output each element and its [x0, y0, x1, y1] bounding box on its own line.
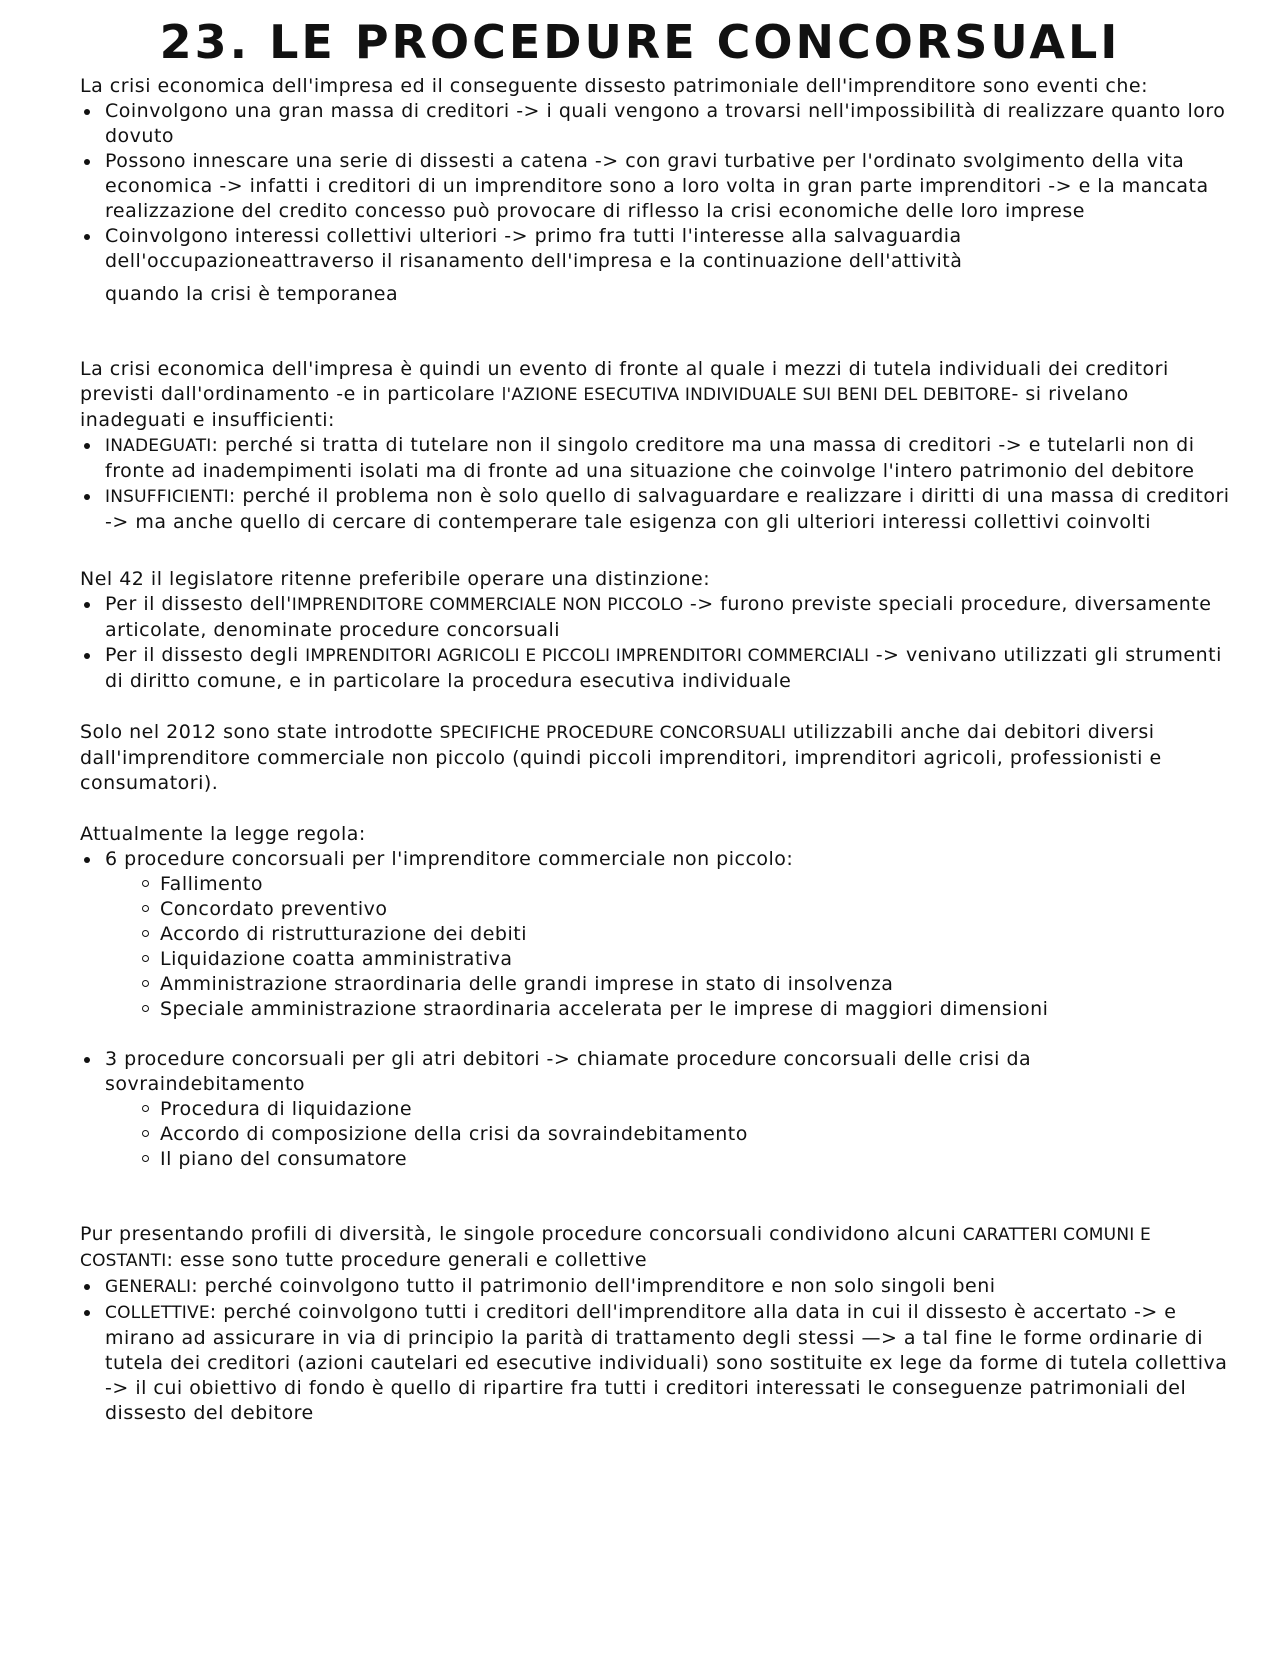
text-run: La crisi economica dell'impresa è quindi un evento di fronte al quale i mezzi di tutela individuali dei creditori previsti dall'ordinamento -e in particolare — [80, 358, 1169, 405]
list-item — [80, 643, 1230, 694]
sub-list-item: Accordo di ristrutturazione dei debiti — [140, 922, 1230, 947]
text-run: : perché si tratta di tutelare non il singolo creditore ma una massa di creditori -> e tutelarli non di fronte ad inadempimenti isolati ma di fronte ad una situazione che coinvolge l'intero patrimonio del debitore — [105, 434, 1195, 482]
section-1942-distinction — [80, 567, 1230, 694]
bullet-list — [80, 1274, 1230, 1426]
text-run: - si rivelano inadeguati e insufficienti: — [80, 383, 1129, 431]
page-title: 23. LE PROCEDURE CONCORSUALI — [159, 15, 1121, 69]
paragraph — [80, 1222, 1230, 1274]
bullet-list — [80, 847, 1230, 1172]
text-run: utilizzabili anche dai debitori diversi dall'imprenditore commerciale non piccolo (quindi piccoli imprenditori, imprenditori agricoli, professionisti e consumatori). — [80, 721, 1162, 794]
sub-list-item: Procedura di liquidazione — [140, 1097, 1230, 1122]
text-run: Per il dissesto dell' — [105, 593, 292, 615]
text-run: : esse sono tutte procedure generali e collettive — [166, 1249, 648, 1271]
sub-list-item: Concordato preventivo — [140, 897, 1230, 922]
sub-list-item: Speciale amministrazione straordinaria accelerata per le imprese di maggiori dimensioni — [140, 997, 1230, 1022]
sub-list-item: Liquidazione coatta amministrativa — [140, 947, 1230, 972]
emphasis-text: COLLETTIVE — [105, 1303, 210, 1323]
list-item — [80, 1300, 1230, 1426]
list-item — [80, 433, 1230, 484]
text-run: : perché coinvolgono tutti i creditori dell'imprenditore alla data in cui il dissesto è accertato -> e mirano ad assicurare in via di principio la parità di trattamento degli stessi —> a tal fine le forme ordinarie di tutela dei creditori (azioni cautelari ed esecutive individuali) sono sostituite ex lege da forme di tutela collettiva -> il cui obiettivo di fondo è quello di ripartire fra tutti i creditori interessati le conseguenze patrimoniali del dissesto del debitore — [105, 1301, 1228, 1424]
sub-list-item: Amministrazione straordinaria delle grandi imprese in stato di insolvenza — [140, 972, 1230, 997]
list-item: Coinvolgono una gran massa di creditori -> i quali vengono a trovarsi nell'impossibilità di realizzare quanto loro dovuto — [80, 99, 1230, 149]
sub-list — [140, 872, 1230, 1022]
paragraph — [80, 357, 1230, 433]
list-item — [80, 592, 1230, 643]
text-run: : perché coinvolgono tutto il patrimonio dell'imprenditore e non solo singoli beni — [191, 1275, 996, 1297]
bullet-list — [80, 99, 1230, 274]
section-crisis-events — [80, 74, 1230, 307]
paragraph: Nel 42 il legislatore ritenne preferibile operare una distinzione: — [80, 568, 711, 590]
document-body — [80, 74, 1230, 1426]
sub-list — [140, 1097, 1230, 1172]
text-run: -> venivano utilizzati gli strumenti di diritto comune, e in particolare la procedura esecutiva individuale — [105, 644, 1222, 692]
text-run: : perché il problema non è solo quello di salvaguardare e realizzare i diritti di una massa di creditori -> ma anche quello di cercare di contemperare tale esigenza con gli ulteriori interessi collettivi coinvolti — [105, 485, 1230, 533]
emphasis-text: CARATTERI COMUNI E COSTANTI — [80, 1225, 1151, 1271]
emphasis-text: INADEGUATI — [105, 436, 212, 456]
list-item-label: 3 procedure concorsuali per gli atri debitori -> chiamate procedure concorsuali delle crisi da sovraindebitamento — [105, 1048, 1032, 1095]
list-item — [80, 1047, 1230, 1172]
list-item — [80, 1274, 1230, 1300]
emphasis-text: IMPRENDITORE COMMERCIALE NON PICCOLO — [291, 595, 684, 615]
paragraph-continuation: quando la crisi è temporanea — [105, 283, 399, 305]
sub-list-item: Accordo di composizione della crisi da sovraindebitamento — [140, 1122, 1230, 1147]
emphasis-text: GENERALI — [105, 1277, 192, 1297]
text-run: Solo nel 2012 sono state introdotte — [80, 721, 440, 743]
emphasis-text: l'AZIONE ESECUTIVA INDIVIDUALE SUI BENI DEL DEBITORE — [501, 385, 1012, 405]
text-run: Pur presentando profili di diversità, le singole procedure concorsuali condividono alcuni — [80, 1223, 963, 1245]
list-item: Coinvolgono interessi collettivi ulteriori -> primo fra tutti l'interesse alla salvaguardia dell'occupazioneattraverso il risanamento dell'impresa e la continuazione dell'attività — [80, 224, 1230, 274]
emphasis-text: IMPRENDITORI AGRICOLI E PICCOLI IMPRENDITORI COMMERCIALI — [305, 646, 870, 666]
bullet-list — [80, 433, 1230, 535]
emphasis-text: INSUFFICIENTI — [105, 487, 229, 507]
list-item — [80, 847, 1230, 1022]
list-item: Possono innescare una serie di dissesti a catena -> con gravi turbative per l'ordinato svolgimento della vita economica -> infatti i creditori di un imprenditore sono a loro volta in gran parte imprenditori -> e la mancata realizzazione del credito concesso può provocare di riflesso la crisi economiche delle loro imprese — [80, 149, 1230, 224]
list-item-label: 6 procedure concorsuali per l'imprenditore commerciale non piccolo: — [105, 848, 794, 870]
section-common-features — [80, 1222, 1230, 1426]
text-run: -> furono previste speciali procedure, diversamente articolate, denominate procedure concorsuali — [105, 593, 1212, 641]
section-2012-reform — [80, 720, 1230, 796]
section-inadequate-tools — [80, 357, 1230, 535]
list-item — [80, 484, 1230, 535]
emphasis-text: SPECIFICHE PROCEDURE CONCORSUALI — [439, 723, 787, 743]
section-current-law — [80, 822, 1230, 1172]
bullet-list — [80, 592, 1230, 694]
paragraph: Attualmente la legge regola: — [80, 823, 366, 845]
sub-list-item: Fallimento — [140, 872, 1230, 897]
sub-list-item: Il piano del consumatore — [140, 1147, 1230, 1172]
paragraph: La crisi economica dell'impresa ed il conseguente dissesto patrimoniale dell'imprenditore sono eventi che: — [80, 75, 1148, 97]
text-run: Per il dissesto degli — [105, 644, 306, 666]
paragraph — [80, 720, 1230, 796]
